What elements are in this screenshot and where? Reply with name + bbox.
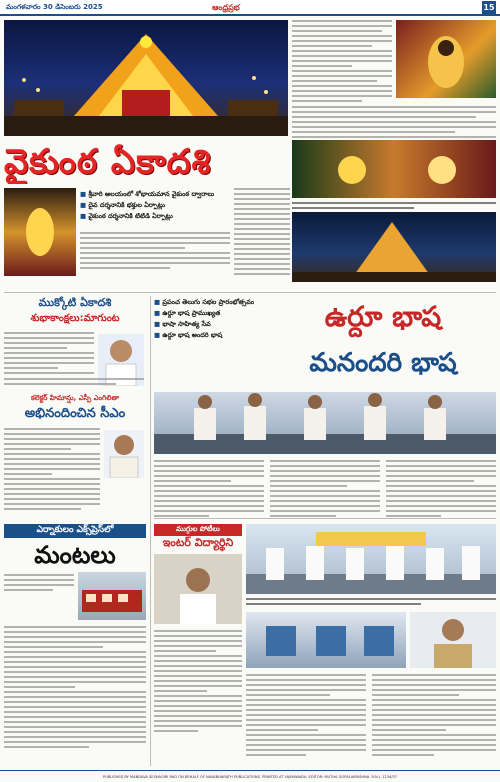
article-text <box>246 674 366 759</box>
article-text <box>270 460 380 520</box>
officer-portrait <box>410 612 496 668</box>
lower-kicker: ముగ్గుల పోటీలు <box>154 524 242 536</box>
dignitaries-photo <box>154 392 496 454</box>
article-text <box>372 674 496 759</box>
temple-illustration <box>4 20 288 136</box>
cm-kicker: కలెక్టర్ హిమాన్షు, ఎస్పీ ఎంగిలితా <box>31 394 119 402</box>
train-fire-photo <box>78 572 146 620</box>
bullet-item: ■ దైవ దర్శనానికి భక్తుల ఏర్పాట్లు <box>80 201 230 209</box>
bullet-item: ■ ఉర్దూ భాష ప్రాముఖ్యత <box>154 309 266 317</box>
express-title: మంటలు <box>34 540 116 569</box>
main-headline: వైకుంఠ ఏకాదశి <box>4 142 212 182</box>
deity-photo <box>396 20 496 98</box>
greeting-kicker: ముక్కోటి ఏకాదశి <box>38 296 112 309</box>
student-photo <box>154 554 242 624</box>
inset-deity-photo <box>4 188 76 276</box>
masthead <box>0 0 500 16</box>
language-bullets <box>154 298 266 342</box>
issue-date: మంగళవారం 30 డిసెంబరు 2025 <box>6 3 103 11</box>
article-text <box>4 574 74 594</box>
bullet-item: ■ వైకుంఠ దర్శనానికి టిటిడి ఏర్పాట్లు <box>80 212 230 220</box>
bullet-item: ■ భాషా సాహిత్య సేవ <box>154 320 266 328</box>
decorated-idol-photo <box>292 140 496 198</box>
main-bullets <box>80 190 230 223</box>
article-text <box>4 378 144 388</box>
cm-portrait <box>104 430 144 478</box>
article-text <box>4 332 94 377</box>
article-text <box>154 460 264 520</box>
lower-title: ఇంటర్ విద్యార్థిని <box>162 536 234 549</box>
police-event-photo <box>246 612 406 668</box>
article-text <box>292 20 392 105</box>
temple-main-photo <box>4 20 288 136</box>
page-number: 15 <box>483 3 495 12</box>
article-text <box>386 460 496 520</box>
imprint-footer: PUBLISHED BY MANDAVA SESHAGIRI RAO ON BEHALF OF NAVABHARATH PUBLICATIONS. PRINTED AT VIJAYAWADA. EDITOR: MUTHA GOPALAKRISHNA. R.N.I. 1234/57 <box>0 770 500 782</box>
article-text <box>234 188 290 278</box>
article-text <box>154 630 242 735</box>
article-text <box>292 106 496 141</box>
language-title-line2: మనందరి భాష <box>309 348 457 378</box>
photo-caption <box>292 202 496 212</box>
bullet-item: ■ శ్రీవారి ఆలయంలో శోభాయమాన వైకుంఠ ద్వారాలు <box>80 190 230 198</box>
paper-logo: ఆంధ్రప్రభ <box>212 2 240 12</box>
night-temple-photo <box>292 212 496 282</box>
bullet-item: ■ ప్రపంచ తెలుగు సభల ప్రారంభోత్సవం <box>154 298 266 306</box>
cm-title: అభినందించిన సీఎం <box>24 406 126 421</box>
photo-caption <box>246 598 496 608</box>
article-text <box>4 428 100 513</box>
greeting-title: శుభాకాంక్షలు:మాగుంట <box>30 313 120 324</box>
language-title-line1: ఉర్దూ భాష <box>324 300 442 333</box>
rally-photo <box>246 524 496 594</box>
article-text <box>4 626 146 751</box>
article-text <box>80 232 230 272</box>
bullet-item: ■ ఉర్దూ భాష అందరి భాష <box>154 331 266 339</box>
express-kicker: ఎర్నాకులం ఎక్స్‌ప్రెస్‌లో <box>4 524 146 538</box>
